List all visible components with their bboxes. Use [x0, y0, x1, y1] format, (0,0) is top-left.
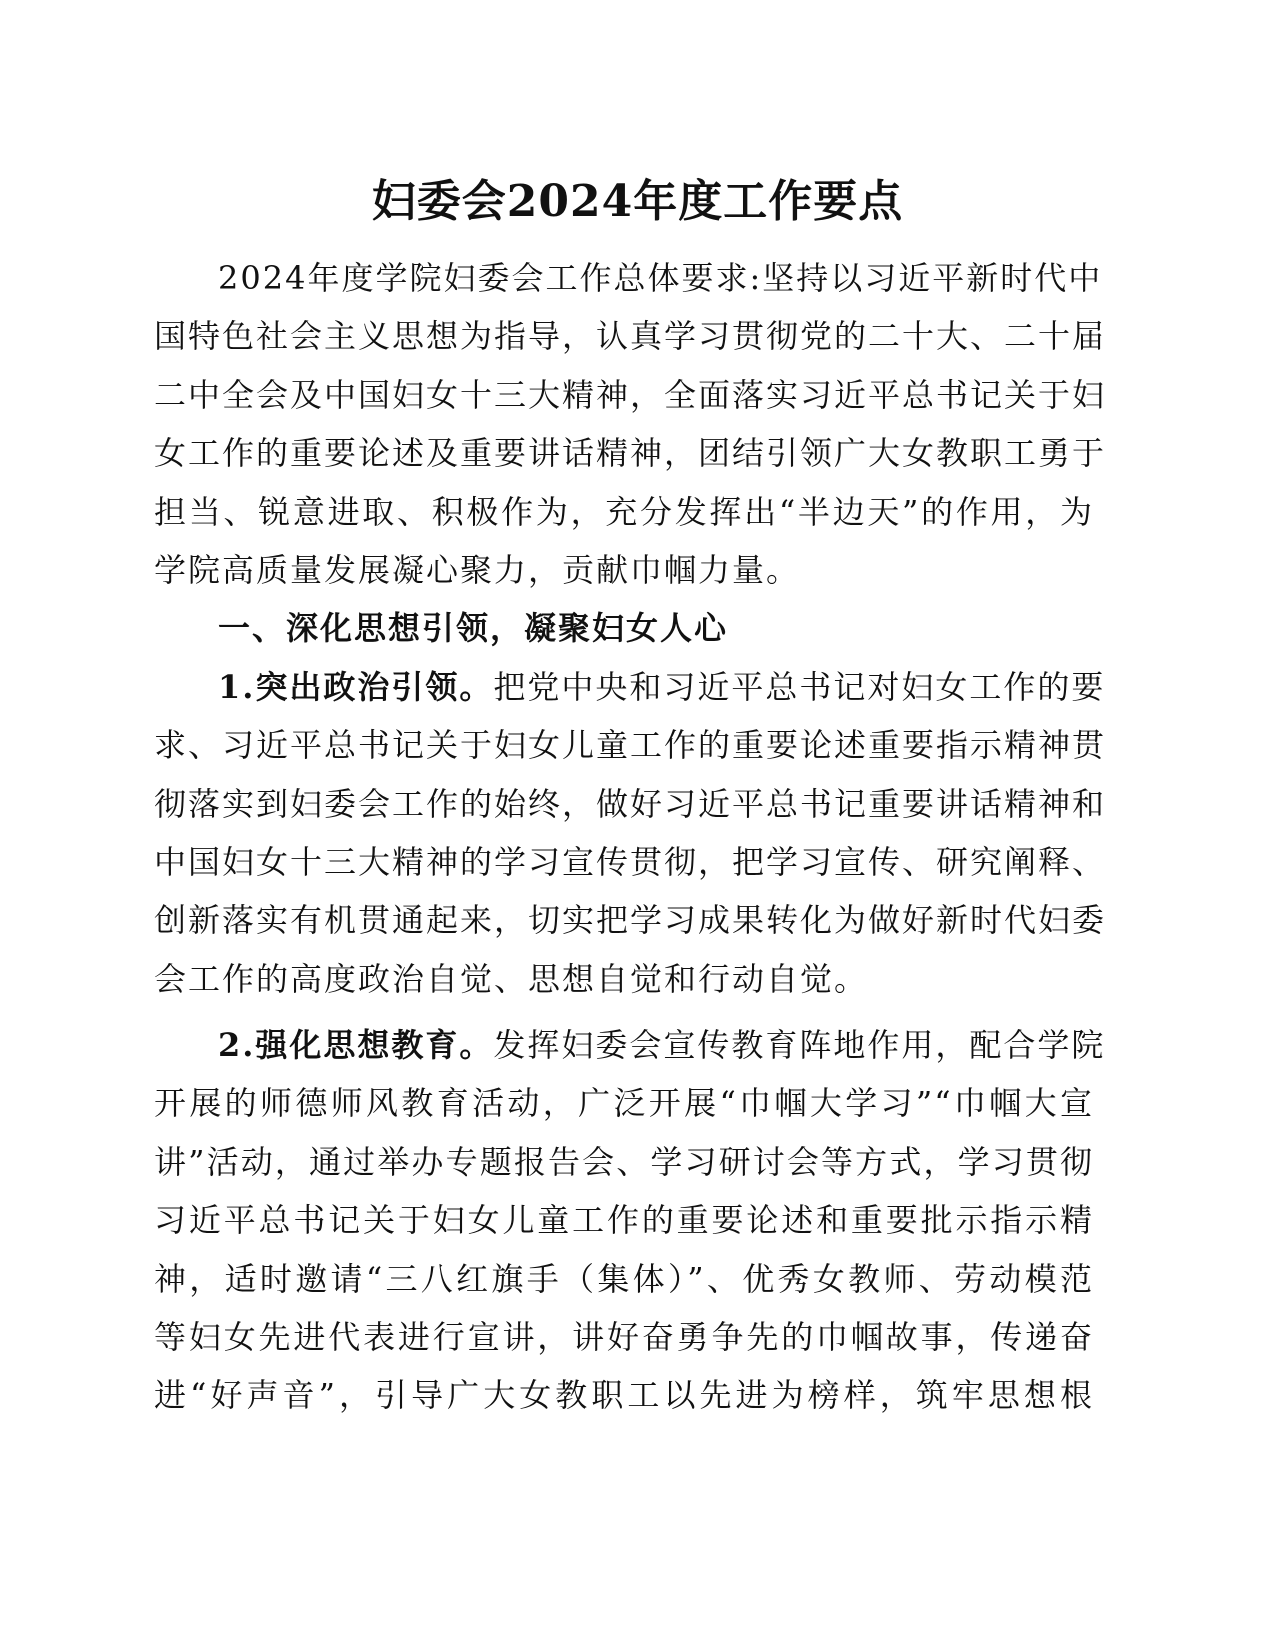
item-2-first-line: [154, 1025, 1106, 1083]
intro-line: 二中全会及中国妇女十三大精神，全面落实习近平总书记关于妇: [154, 375, 1107, 414]
section-heading: 一、深化思想引领，凝聚妇女人心: [218, 609, 729, 648]
item-2-line: 习近平总书记关于妇女儿童工作的重要论述和重要批示指示精: [154, 1201, 1094, 1240]
item-1-paragraph: [154, 667, 1107, 1017]
paragraph-gap: [154, 1017, 1094, 1025]
intro-line: 学院高质量发展凝心聚力，贡献巾帼力量。: [154, 550, 801, 589]
document-body: [154, 258, 1107, 1434]
item-2-line: 神，适时邀请“三八红旗手（集体）”、优秀女教师、劳动模范: [154, 1259, 1094, 1298]
intro-paragraph: [154, 258, 1107, 608]
item-1-text: 把党中央和习近平总书记对妇女工作的要: [493, 667, 1106, 706]
item-2-line: 开展的师德师风教育活动，广泛开展“巾帼大学习”“巾帼大宣: [154, 1084, 1094, 1123]
intro-line: 担当、锐意进取、积极作为，充分发挥出“半边天”的作用，为: [154, 492, 1094, 531]
item-2-paragraph: [154, 1025, 1106, 1434]
intro-line: 女工作的重要论述及重要讲话精神，团结引领广大女教职工勇于: [154, 434, 1107, 473]
item-2-line: 讲”活动，通过举办专题报告会、学习研讨会等方式，学习贯彻: [154, 1142, 1094, 1181]
item-1-line: 中国妇女十三大精神的学习宣传贯彻，把学习宣传、研究阐释、: [154, 842, 1107, 881]
item-1-line: 求、习近平总书记关于妇女儿童工作的重要论述重要指示精神贯: [154, 726, 1107, 765]
item-1-line: 创新落实有机贯通起来，切实把学习成果转化为做好新时代妇委: [154, 901, 1107, 940]
item-1-line: 会工作的高度政治自觉、思想自觉和行动自觉。: [154, 959, 869, 998]
item-1-first-line: [154, 667, 1106, 725]
item-1-line: 彻落实到妇委会工作的始终，做好习近平总书记重要讲话精神和: [154, 784, 1107, 823]
intro-line: 2024年度学院妇委会工作总体要求:坚持以习近平新时代中: [218, 259, 1103, 297]
document-title: 妇委会2024年度工作要点: [371, 176, 904, 227]
item-2-lead: 2.强化思想教育。: [218, 1026, 494, 1065]
item-2-line: 等妇女先进代表进行宣讲，讲好奋勇争先的巾帼故事，传递奋: [154, 1318, 1094, 1357]
item-2-text: 发挥妇委会宣传教育阵地作用，配合学院: [493, 1026, 1106, 1065]
intro-line: 国特色社会主义思想为指导，认真学习贯彻党的二十大、二十届: [154, 317, 1107, 356]
item-2-line: 进“好声音”，引导广大女教职工以先进为榜样，筑牢思想根: [154, 1376, 1094, 1415]
item-1-lead: 1.突出政治引领。: [218, 667, 494, 706]
